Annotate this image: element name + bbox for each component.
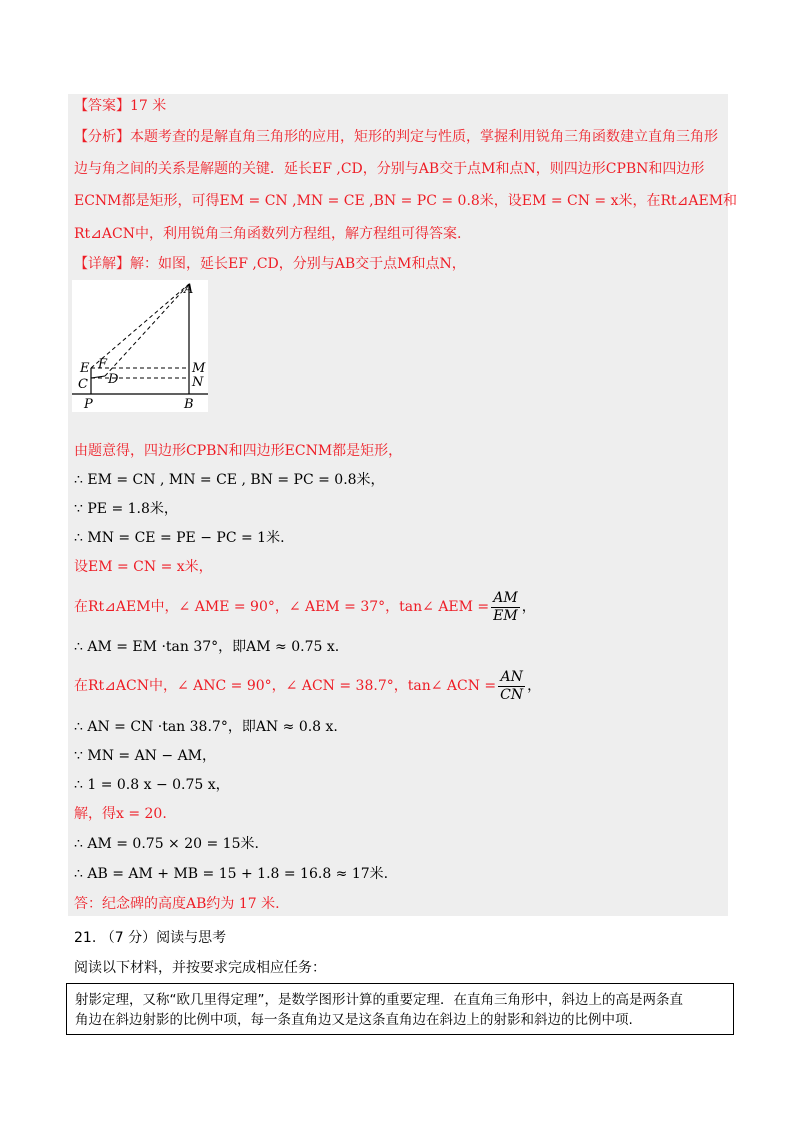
material-box [66, 983, 734, 1035]
analysis-line-3: ECNM都是矩形，可得EM = CN ,MN = CE ,BN = PC = 0.8米，设EM = CN = x米，在Rt⊿AEM和 [74, 193, 738, 209]
fraction-denominator: EM [493, 607, 518, 624]
label-b: B [184, 397, 194, 412]
detail-label: 【详解】 [74, 256, 130, 272]
detail-line [74, 254, 466, 274]
fraction-numerator: AM [491, 590, 520, 608]
step-line: ∵ PE = 1.8米， [74, 501, 178, 517]
fraction-numerator: AN [498, 669, 525, 687]
material-line-1: 射影定理，又称“欧几里得定理”，是数学图形计算的重要定理．在直角三角形中，斜边上的高是两条直 [75, 992, 683, 1008]
step-line: ∴ AB = AM + MB = 15 + 1.8 = 16.8 ≈ 17米. [74, 866, 389, 882]
label-m: M [192, 361, 206, 376]
geometry-figure [72, 280, 208, 412]
step-text: 在Rt⊿ACN中，∠ ANC = 90°，∠ ACN = 38.7°，tan∠ ACN = [74, 678, 497, 694]
step-line: 设EM = CN = x米， [74, 559, 213, 575]
question-intro: 阅读以下材料，并按要求完成相应任务： [74, 960, 326, 976]
answer-label: 【答案】 [74, 98, 130, 114]
label-p: P [84, 397, 93, 412]
step-line: ∵ MN = AN − AM， [74, 748, 217, 764]
final-answer-line: 答：纪念碑的高度AB约为 17 米. [74, 896, 280, 912]
detail-intro: 解：如图，延长EF ,CD，分别与AB交于点M和点N， [130, 256, 466, 272]
step-text: 在Rt⊿AEM中，∠ AME = 90°，∠ AEM = 37°，tan∠ AEM = [74, 599, 490, 615]
analysis-label: 【分析】 [74, 129, 130, 145]
sight-line-e [91, 284, 189, 368]
fraction-am-em [491, 590, 520, 625]
analysis-text-1: 本题考查的是解直角三角形的应用，矩形的判定与性质，掌握利用锐角三角函数建立直角三角形 [130, 129, 718, 145]
step-line: ∴ MN = CE = PE − PC = 1米. [74, 530, 285, 546]
label-a: A [184, 282, 194, 297]
label-f: F [98, 357, 108, 372]
step-line: 由题意得，四边形CPBN和四边形ECNM都是矩形， [74, 443, 403, 459]
step-line-fraction-1: 在Rt⊿AEM中，∠ AME = 90°，∠ AEM = 37°，tan∠ AEM = $\frac{AM}{EM}$ ， [74, 589, 536, 624]
step-line: ∴ AN = CN ·tan 38.7°，即AN ≈ 0.8 x. [74, 719, 338, 735]
step-line: 解，得x = 20. [74, 806, 167, 822]
label-d: D [108, 372, 119, 387]
fraction-denominator: CN [500, 686, 524, 703]
label-n: N [192, 375, 204, 390]
figure-svg [72, 280, 208, 412]
analysis-line-1 [74, 127, 718, 147]
fraction-an-cn [498, 669, 525, 704]
material-line-2: 角边在斜边射影的比例中项，每一条直角边又是这条直角边在斜边上的射影和斜边的比例中项. [75, 1012, 633, 1028]
step-line: ∴ EM = CN , MN = CE , BN = PC = 0.8米， [74, 472, 385, 488]
step-line-fraction-2: 在Rt⊿ACN中，∠ ANC = 90°，∠ ACN = 38.7°，tan∠ ACN = $\frac{AN}{CN}$ ， [74, 668, 542, 703]
analysis-line-2: 边与角之间的关系是解题的关键．延长EF ,CD，分别与AB交于点M和点N，则四边形CPBN和四边形 [74, 161, 705, 177]
label-c: C [78, 377, 88, 392]
answer-line [74, 96, 166, 116]
label-e: E [80, 361, 90, 376]
analysis-line-4: Rt⊿ACN中，利用锐角三角函数列方程组，解方程组可得答案. [74, 226, 462, 242]
question-title: 21. （7 分）阅读与思考 [74, 930, 227, 946]
sight-line-d [105, 284, 189, 376]
step-line: ∴ AM = EM ·tan 37°，即AM ≈ 0.75 x. [74, 639, 340, 655]
step-line: ∴ AM = 0.75 × 20 = 15米. [74, 836, 259, 852]
answer-value: 17 米 [130, 98, 167, 114]
step-line: ∴ 1 = 0.8 x − 0.75 x， [74, 777, 230, 793]
